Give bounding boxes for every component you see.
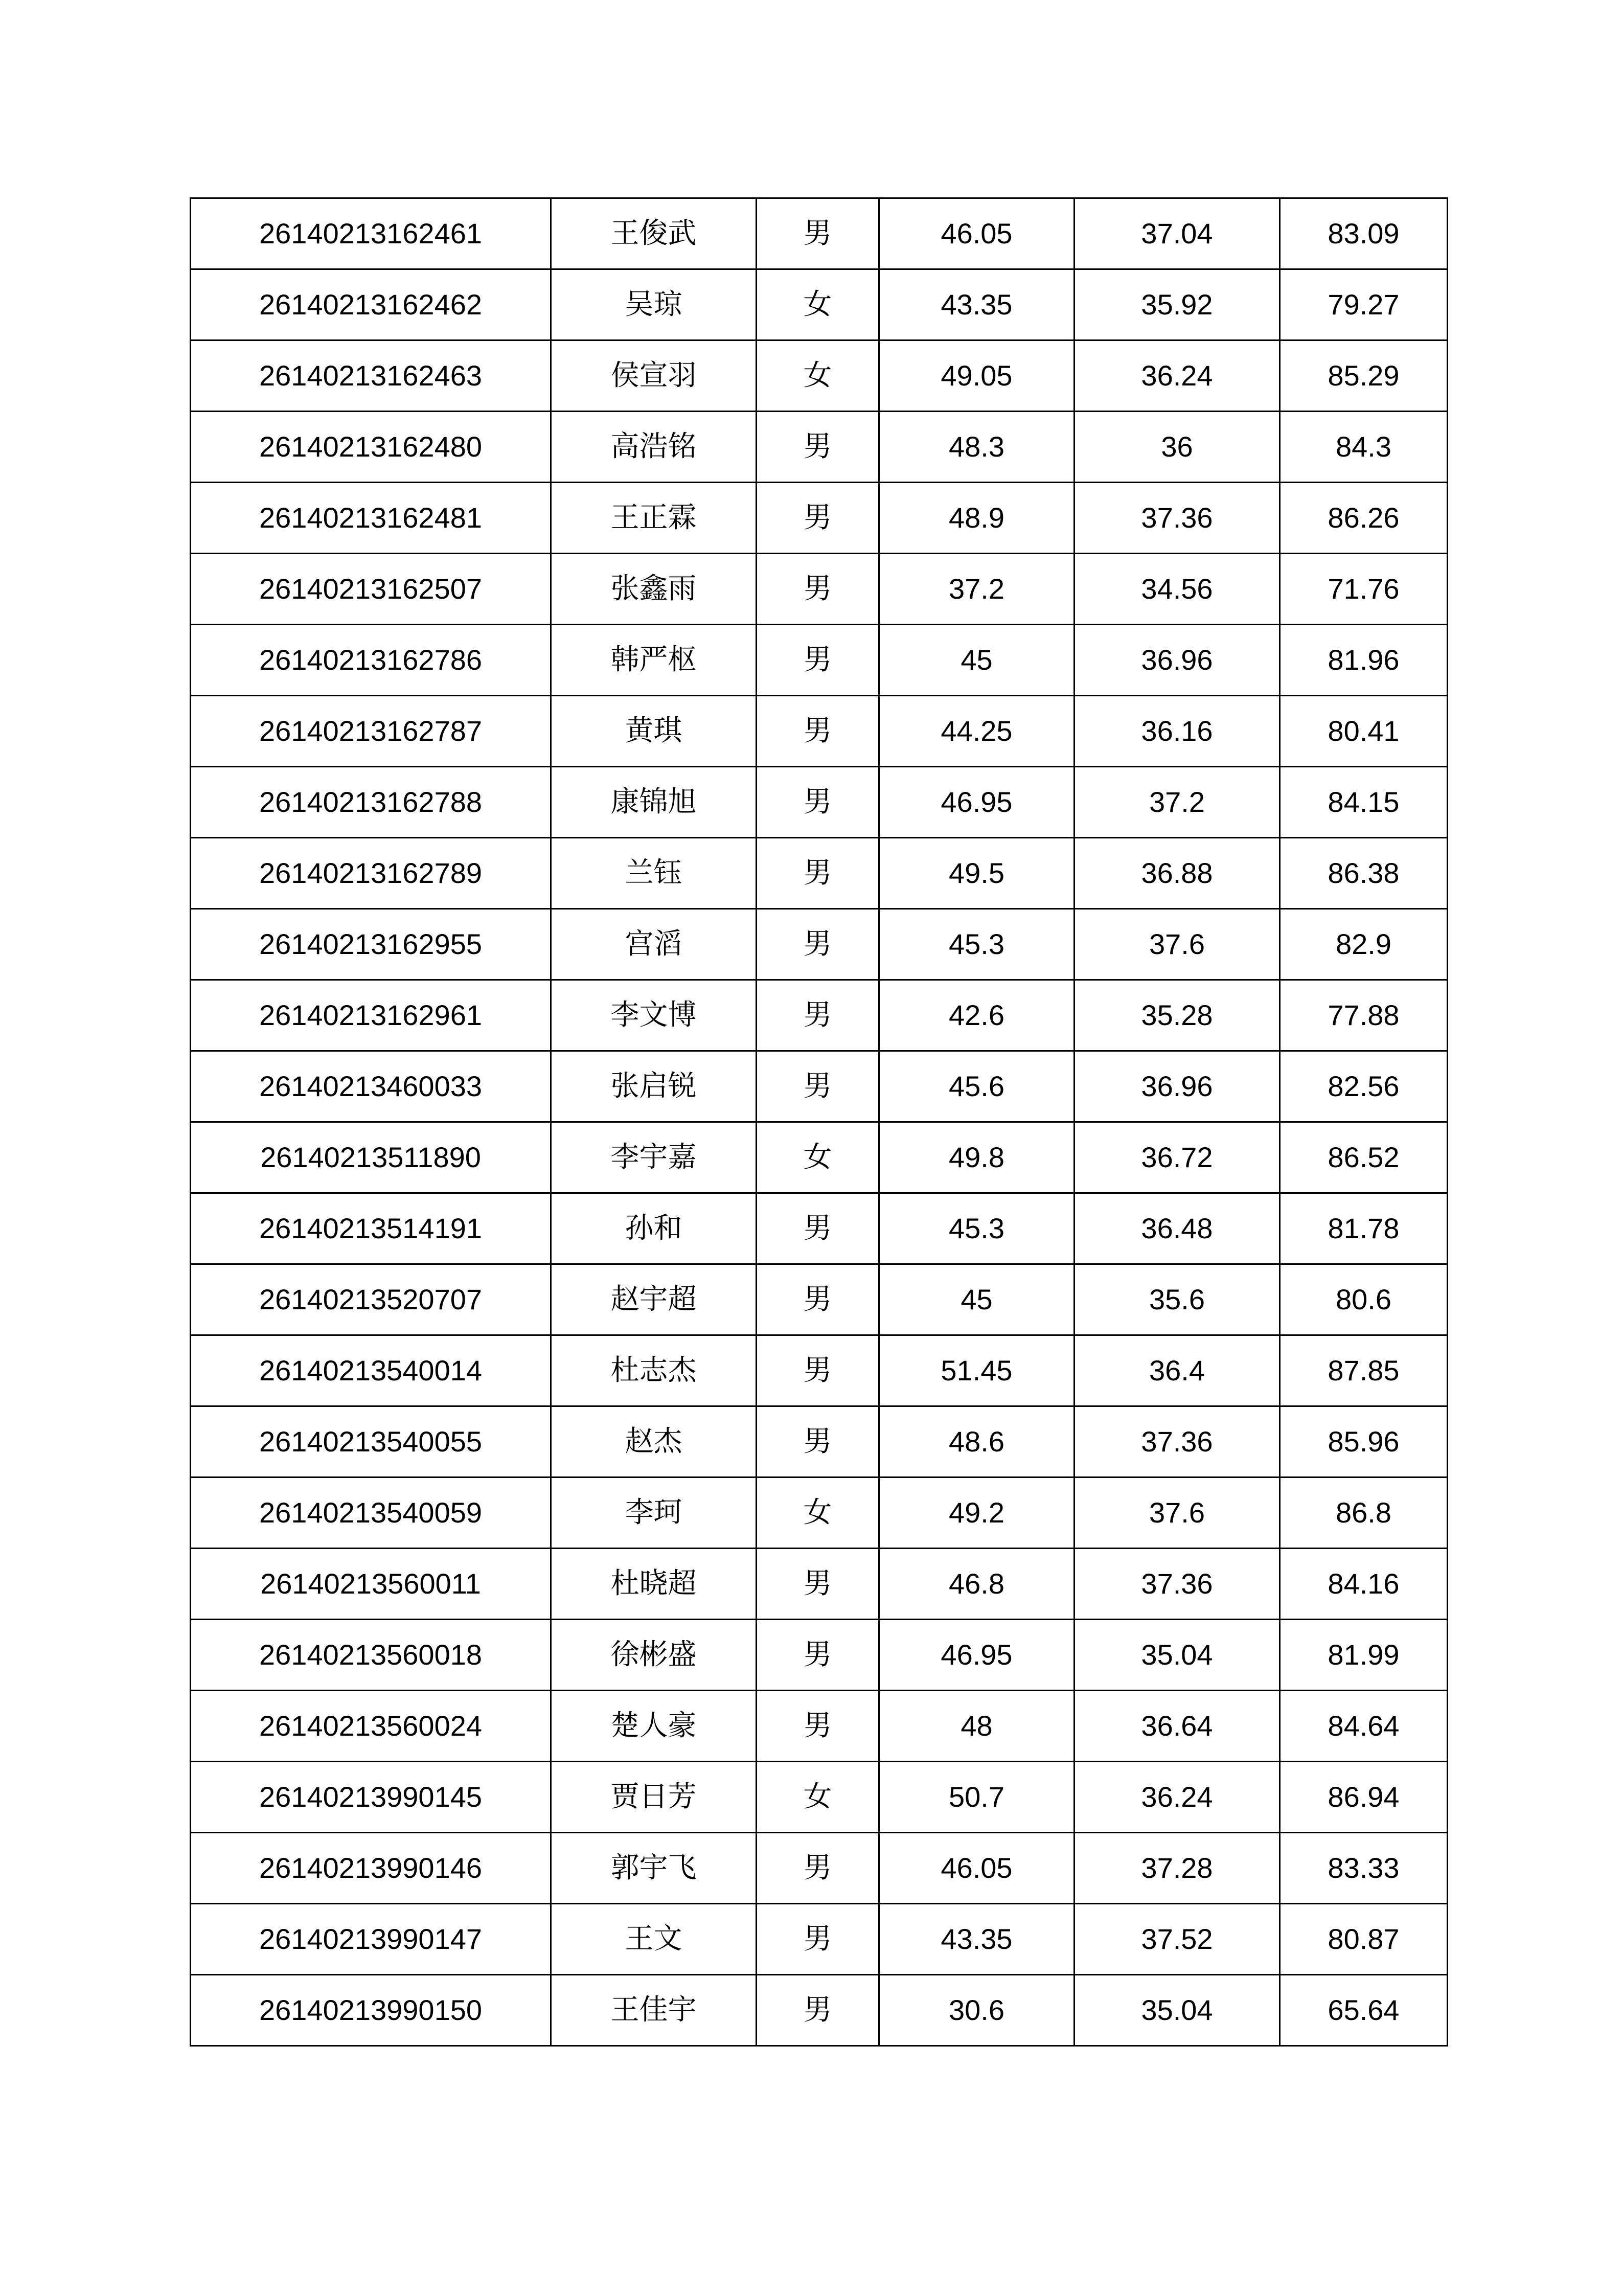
table-row bbox=[191, 554, 1448, 625]
score-2-cell: 36 bbox=[1075, 412, 1280, 483]
table-row bbox=[191, 1549, 1448, 1620]
table-row bbox=[191, 1477, 1448, 1549]
total-score-cell: 86.8 bbox=[1280, 1477, 1448, 1549]
candidate-name-cell: 王俊武 bbox=[551, 198, 757, 269]
score-2-cell: 36.24 bbox=[1075, 1762, 1280, 1833]
candidate-name-cell: 李宇嘉 bbox=[551, 1122, 757, 1193]
score-1-cell: 44.25 bbox=[879, 696, 1075, 767]
candidate-name-cell: 楚人豪 bbox=[551, 1691, 757, 1762]
total-score-cell: 86.26 bbox=[1280, 483, 1448, 554]
candidate-name-cell: 高浩铭 bbox=[551, 412, 757, 483]
candidate-id-cell: 26140213162481 bbox=[191, 483, 551, 554]
candidate-name-cell: 张启锐 bbox=[551, 1051, 757, 1122]
total-score-cell: 77.88 bbox=[1280, 980, 1448, 1051]
score-1-cell: 42.6 bbox=[879, 980, 1075, 1051]
score-1-cell: 46.95 bbox=[879, 1620, 1075, 1691]
candidate-name-cell: 郭宇飞 bbox=[551, 1833, 757, 1904]
gender-cell: 女 bbox=[757, 340, 879, 412]
score-2-cell: 36.4 bbox=[1075, 1335, 1280, 1406]
score-1-cell: 45 bbox=[879, 625, 1075, 696]
score-1-cell: 46.95 bbox=[879, 767, 1075, 838]
candidate-id-cell: 26140213540059 bbox=[191, 1477, 551, 1549]
table-row bbox=[191, 269, 1448, 340]
candidate-id-cell: 26140213162955 bbox=[191, 909, 551, 980]
table-row bbox=[191, 838, 1448, 909]
total-score-cell: 80.41 bbox=[1280, 696, 1448, 767]
candidate-id-cell: 26140213990147 bbox=[191, 1904, 551, 1975]
table-row bbox=[191, 1762, 1448, 1833]
gender-cell: 男 bbox=[757, 1904, 879, 1975]
score-1-cell: 49.05 bbox=[879, 340, 1075, 412]
candidate-id-cell: 26140213511890 bbox=[191, 1122, 551, 1193]
candidate-name-cell: 韩严枢 bbox=[551, 625, 757, 696]
gender-cell: 女 bbox=[757, 269, 879, 340]
gender-cell: 男 bbox=[757, 1406, 879, 1477]
candidate-id-cell: 26140213162462 bbox=[191, 269, 551, 340]
score-2-cell: 37.36 bbox=[1075, 483, 1280, 554]
total-score-cell: 81.78 bbox=[1280, 1193, 1448, 1264]
table-row bbox=[191, 909, 1448, 980]
total-score-cell: 80.87 bbox=[1280, 1904, 1448, 1975]
candidate-name-cell: 黄琪 bbox=[551, 696, 757, 767]
total-score-cell: 81.96 bbox=[1280, 625, 1448, 696]
candidate-name-cell: 王佳宇 bbox=[551, 1975, 757, 2046]
candidate-id-cell: 26140213540055 bbox=[191, 1406, 551, 1477]
table-row bbox=[191, 1264, 1448, 1335]
gender-cell: 男 bbox=[757, 554, 879, 625]
candidate-id-cell: 26140213520707 bbox=[191, 1264, 551, 1335]
table-row bbox=[191, 483, 1448, 554]
gender-cell: 男 bbox=[757, 838, 879, 909]
candidate-name-cell: 王正霖 bbox=[551, 483, 757, 554]
candidate-id-cell: 26140213540014 bbox=[191, 1335, 551, 1406]
total-score-cell: 84.64 bbox=[1280, 1691, 1448, 1762]
candidate-name-cell: 吴琼 bbox=[551, 269, 757, 340]
gender-cell: 男 bbox=[757, 198, 879, 269]
score-2-cell: 36.72 bbox=[1075, 1122, 1280, 1193]
score-2-cell: 35.04 bbox=[1075, 1975, 1280, 2046]
score-2-cell: 36.64 bbox=[1075, 1691, 1280, 1762]
score-2-cell: 35.92 bbox=[1075, 269, 1280, 340]
candidate-id-cell: 26140213990146 bbox=[191, 1833, 551, 1904]
candidate-name-cell: 李文博 bbox=[551, 980, 757, 1051]
score-1-cell: 46.05 bbox=[879, 198, 1075, 269]
gender-cell: 男 bbox=[757, 980, 879, 1051]
candidate-name-cell: 康锦旭 bbox=[551, 767, 757, 838]
score-1-cell: 45 bbox=[879, 1264, 1075, 1335]
candidate-id-cell: 26140213162789 bbox=[191, 838, 551, 909]
total-score-cell: 85.29 bbox=[1280, 340, 1448, 412]
total-score-cell: 84.16 bbox=[1280, 1549, 1448, 1620]
total-score-cell: 65.64 bbox=[1280, 1975, 1448, 2046]
total-score-cell: 80.6 bbox=[1280, 1264, 1448, 1335]
table-row bbox=[191, 198, 1448, 269]
score-1-cell: 49.2 bbox=[879, 1477, 1075, 1549]
score-1-cell: 46.05 bbox=[879, 1833, 1075, 1904]
gender-cell: 男 bbox=[757, 1549, 879, 1620]
table-row bbox=[191, 412, 1448, 483]
candidate-id-cell: 26140213162507 bbox=[191, 554, 551, 625]
gender-cell: 女 bbox=[757, 1477, 879, 1549]
gender-cell: 男 bbox=[757, 412, 879, 483]
candidate-name-cell: 李珂 bbox=[551, 1477, 757, 1549]
table-row bbox=[191, 1975, 1448, 2046]
candidate-name-cell: 赵宇超 bbox=[551, 1264, 757, 1335]
score-1-cell: 45.3 bbox=[879, 1193, 1075, 1264]
candidate-name-cell: 杜晓超 bbox=[551, 1549, 757, 1620]
gender-cell: 女 bbox=[757, 1762, 879, 1833]
table-row bbox=[191, 1406, 1448, 1477]
score-1-cell: 30.6 bbox=[879, 1975, 1075, 2046]
table-row bbox=[191, 1335, 1448, 1406]
total-score-cell: 79.27 bbox=[1280, 269, 1448, 340]
total-score-cell: 83.09 bbox=[1280, 198, 1448, 269]
gender-cell: 男 bbox=[757, 1051, 879, 1122]
candidate-name-cell: 贾日芳 bbox=[551, 1762, 757, 1833]
score-1-cell: 43.35 bbox=[879, 1904, 1075, 1975]
candidate-id-cell: 26140213990150 bbox=[191, 1975, 551, 2046]
total-score-cell: 86.52 bbox=[1280, 1122, 1448, 1193]
gender-cell: 男 bbox=[757, 767, 879, 838]
gender-cell: 男 bbox=[757, 1335, 879, 1406]
score-table bbox=[190, 197, 1448, 2047]
score-2-cell: 36.24 bbox=[1075, 340, 1280, 412]
score-2-cell: 37.04 bbox=[1075, 198, 1280, 269]
gender-cell: 男 bbox=[757, 1975, 879, 2046]
score-2-cell: 37.36 bbox=[1075, 1549, 1280, 1620]
gender-cell: 男 bbox=[757, 909, 879, 980]
score-2-cell: 37.6 bbox=[1075, 1477, 1280, 1549]
total-score-cell: 83.33 bbox=[1280, 1833, 1448, 1904]
candidate-id-cell: 26140213560018 bbox=[191, 1620, 551, 1691]
table-row bbox=[191, 767, 1448, 838]
score-2-cell: 34.56 bbox=[1075, 554, 1280, 625]
score-1-cell: 45.3 bbox=[879, 909, 1075, 980]
gender-cell: 男 bbox=[757, 1620, 879, 1691]
score-1-cell: 37.2 bbox=[879, 554, 1075, 625]
candidate-id-cell: 26140213162788 bbox=[191, 767, 551, 838]
candidate-name-cell: 徐彬盛 bbox=[551, 1620, 757, 1691]
total-score-cell: 81.99 bbox=[1280, 1620, 1448, 1691]
candidate-name-cell: 杜志杰 bbox=[551, 1335, 757, 1406]
total-score-cell: 82.9 bbox=[1280, 909, 1448, 980]
score-2-cell: 37.52 bbox=[1075, 1904, 1280, 1975]
table-row bbox=[191, 1122, 1448, 1193]
score-1-cell: 48 bbox=[879, 1691, 1075, 1762]
score-1-cell: 49.8 bbox=[879, 1122, 1075, 1193]
gender-cell: 男 bbox=[757, 483, 879, 554]
score-1-cell: 45.6 bbox=[879, 1051, 1075, 1122]
candidate-name-cell: 张鑫雨 bbox=[551, 554, 757, 625]
score-1-cell: 48.3 bbox=[879, 412, 1075, 483]
table-row bbox=[191, 340, 1448, 412]
gender-cell: 女 bbox=[757, 1122, 879, 1193]
total-score-cell: 85.96 bbox=[1280, 1406, 1448, 1477]
score-2-cell: 35.28 bbox=[1075, 980, 1280, 1051]
candidate-name-cell: 宫滔 bbox=[551, 909, 757, 980]
score-2-cell: 36.96 bbox=[1075, 625, 1280, 696]
gender-cell: 男 bbox=[757, 625, 879, 696]
table-row bbox=[191, 1051, 1448, 1122]
candidate-name-cell: 侯宣羽 bbox=[551, 340, 757, 412]
table-row bbox=[191, 1904, 1448, 1975]
table-row bbox=[191, 1193, 1448, 1264]
candidate-id-cell: 26140213162461 bbox=[191, 198, 551, 269]
candidate-id-cell: 26140213162786 bbox=[191, 625, 551, 696]
score-2-cell: 37.6 bbox=[1075, 909, 1280, 980]
candidate-name-cell: 兰钰 bbox=[551, 838, 757, 909]
score-2-cell: 36.48 bbox=[1075, 1193, 1280, 1264]
gender-cell: 男 bbox=[757, 1833, 879, 1904]
table-row bbox=[191, 980, 1448, 1051]
score-2-cell: 36.88 bbox=[1075, 838, 1280, 909]
candidate-id-cell: 26140213162961 bbox=[191, 980, 551, 1051]
score-1-cell: 50.7 bbox=[879, 1762, 1075, 1833]
score-1-cell: 46.8 bbox=[879, 1549, 1075, 1620]
score-1-cell: 51.45 bbox=[879, 1335, 1075, 1406]
table-row bbox=[191, 1691, 1448, 1762]
candidate-id-cell: 26140213560011 bbox=[191, 1549, 551, 1620]
score-1-cell: 48.9 bbox=[879, 483, 1075, 554]
score-1-cell: 48.6 bbox=[879, 1406, 1075, 1477]
candidate-name-cell: 孙和 bbox=[551, 1193, 757, 1264]
table-row bbox=[191, 1620, 1448, 1691]
table-row bbox=[191, 625, 1448, 696]
table-row bbox=[191, 696, 1448, 767]
score-table-body bbox=[191, 198, 1448, 2046]
total-score-cell: 86.38 bbox=[1280, 838, 1448, 909]
total-score-cell: 71.76 bbox=[1280, 554, 1448, 625]
score-2-cell: 37.36 bbox=[1075, 1406, 1280, 1477]
candidate-name-cell: 赵杰 bbox=[551, 1406, 757, 1477]
candidate-id-cell: 26140213560024 bbox=[191, 1691, 551, 1762]
score-2-cell: 37.28 bbox=[1075, 1833, 1280, 1904]
gender-cell: 男 bbox=[757, 1691, 879, 1762]
score-1-cell: 43.35 bbox=[879, 269, 1075, 340]
score-2-cell: 36.16 bbox=[1075, 696, 1280, 767]
total-score-cell: 86.94 bbox=[1280, 1762, 1448, 1833]
candidate-id-cell: 26140213162787 bbox=[191, 696, 551, 767]
gender-cell: 男 bbox=[757, 1264, 879, 1335]
total-score-cell: 82.56 bbox=[1280, 1051, 1448, 1122]
gender-cell: 男 bbox=[757, 696, 879, 767]
candidate-id-cell: 26140213514191 bbox=[191, 1193, 551, 1264]
gender-cell: 男 bbox=[757, 1193, 879, 1264]
candidate-id-cell: 26140213460033 bbox=[191, 1051, 551, 1122]
score-2-cell: 35.04 bbox=[1075, 1620, 1280, 1691]
candidate-id-cell: 26140213990145 bbox=[191, 1762, 551, 1833]
total-score-cell: 87.85 bbox=[1280, 1335, 1448, 1406]
score-1-cell: 49.5 bbox=[879, 838, 1075, 909]
score-2-cell: 36.96 bbox=[1075, 1051, 1280, 1122]
candidate-id-cell: 26140213162480 bbox=[191, 412, 551, 483]
candidate-name-cell: 王文 bbox=[551, 1904, 757, 1975]
score-2-cell: 37.2 bbox=[1075, 767, 1280, 838]
total-score-cell: 84.15 bbox=[1280, 767, 1448, 838]
score-2-cell: 35.6 bbox=[1075, 1264, 1280, 1335]
table-row bbox=[191, 1833, 1448, 1904]
candidate-id-cell: 26140213162463 bbox=[191, 340, 551, 412]
total-score-cell: 84.3 bbox=[1280, 412, 1448, 483]
